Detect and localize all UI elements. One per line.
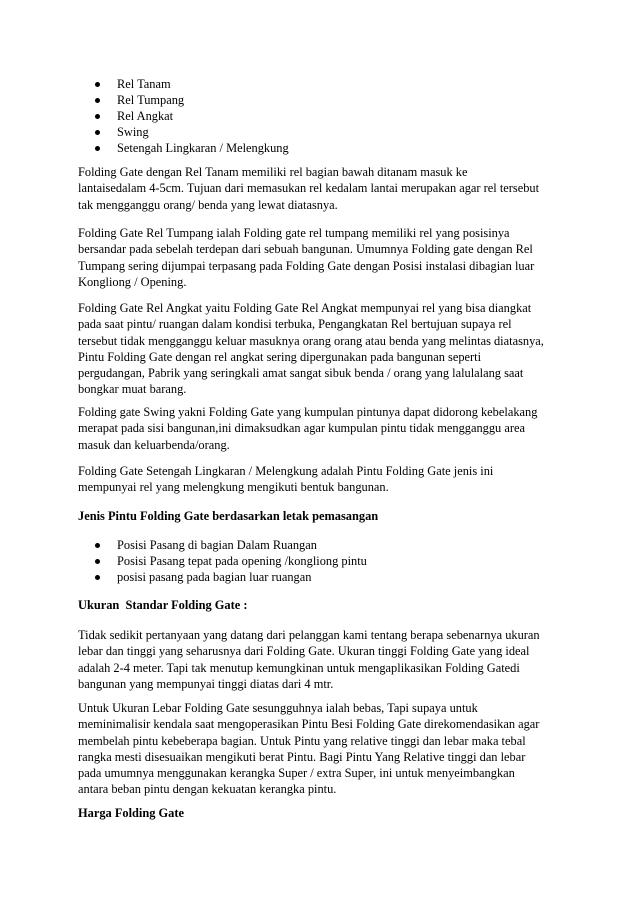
paragraph-ukuran-lebar (78, 700, 568, 798)
bullet-icon (95, 146, 100, 151)
heading-ukuran-standar: Ukuran Standar Folding Gate : (78, 598, 248, 612)
text-line: merapat pada sisi bangunan,ini dimaksudkan agar kumpulan pintu tidak mengganggu area (78, 421, 525, 436)
text-line: bangunan yang mempunyai tinggi diatas dari 4 mtr. (78, 676, 334, 691)
text-line: Tumpang sering dijumpai terpasang pada Folding Gate dengan Posisi instalasi dibagian luar (78, 258, 535, 273)
paragraph-ukuran-intro (78, 627, 568, 692)
bullet-icon (95, 543, 100, 548)
heading-harga: Harga Folding Gate (78, 806, 185, 820)
list-item: Rel Tanam (95, 76, 289, 92)
bullet-icon (95, 98, 100, 103)
text-line: tak mengganggu orang/ benda yang lewat diatasnya. (78, 197, 338, 212)
text-line: Folding gate Swing yakni Folding Gate yang kumpulan pintunya dapat didorong kebelakang (78, 405, 538, 419)
paragraph-swing (78, 404, 568, 453)
text-line: masuk dan keluarbenda/orang. (78, 437, 230, 452)
text-line: lantaisedalam 4-5cm. Tujuan dari memasukan rel kedalam lantai merupakan agar rel tersebut (78, 181, 540, 196)
text-line: meminimalisir kendala saat mengoperasikan Pintu Besi Folding Gate direkomendasikan agar (78, 717, 540, 732)
list-item: Posisi Pasang di bagian Dalam Ruangan (95, 537, 367, 553)
bullet-icon (95, 575, 100, 580)
list-item: Posisi Pasang tepat pada opening /kongliong pintu (95, 553, 367, 569)
list-item: posisi pasang pada bagian luar ruangan (95, 569, 367, 585)
text-line: Untuk Ukuran Lebar Folding Gate sesungguhnya ialah bebas, Tapi supaya untuk (78, 701, 478, 715)
heading-jenis-pintu: Jenis Pintu Folding Gate berdasarkan letak pemasangan (78, 509, 379, 523)
text-line: antara beban pintu dengan kekuatan kerangka pintu. (78, 782, 337, 797)
paragraph-melengkung (78, 463, 568, 496)
text-line: Folding Gate Rel Angkat yaitu Folding Gate Rel Angkat mempunyai rel yang bisa diangkat (78, 301, 532, 315)
text-line: mempunyai rel yang melengkung mengikuti bentuk bangunan. (78, 480, 389, 495)
install-positions-list (95, 537, 367, 585)
text-line: Kongliong / Opening. (78, 274, 187, 289)
paragraph-rel-angkat (78, 300, 568, 398)
paragraph-rel-tumpang (78, 225, 568, 290)
text-line: bersandar pada sebelah terdepan dari sebuah bangunan. Umumnya Folding gate dengan Rel (78, 242, 533, 257)
text-line: Folding Gate dengan Rel Tanam memiliki rel bagian bawah ditanam masuk ke (78, 165, 468, 179)
list-item: Swing (95, 124, 289, 140)
text-line: lebar dan tinggi yang seharusnya dari Folding Gate. Ukuran tinggi Folding Gate yang ideal (78, 644, 530, 659)
text-line: tersebut tidak mengganggu keluar masuknya orang orang atau benda yang melintas diatasnya, (78, 333, 544, 348)
bullet-icon (95, 114, 100, 119)
text-line: bongkar muat barang. (78, 382, 187, 397)
bullet-icon (95, 559, 100, 564)
text-line: Folding Gate Rel Tumpang ialah Folding gate rel tumpang memiliki rel yang posisinya (78, 226, 510, 240)
text-line: Pintu Folding Gate dengan rel angkat sering dipergunakan pada bangunan seperti (78, 349, 482, 364)
text-line: adalah 2-4 meter. Tapi tak menutup kemungkinan untuk mengaplikasikan Folding Gatedi (78, 660, 520, 675)
text-line: rangka mesti disesuaikan mengikuti berat Pintu. Bagi Pintu Yang Relative tinggi dan lebar (78, 749, 526, 764)
text-line: pada saat pintu/ ruangan dalam kondisi terbuka, Pengangkatan Rel bertujuan supaya rel (78, 317, 512, 332)
list-item: Rel Angkat (95, 108, 289, 124)
list-item: Rel Tumpang (95, 92, 289, 108)
bullet-icon (95, 82, 100, 87)
text-line: membelah pintu kebeberapa bagian. Untuk Pintu yang relative tinggi dan lebar maka tebal (78, 733, 526, 748)
text-line: pada umumnya menggunakan kerangka Super / extra Super, ini untuk menyeimbangkan (78, 766, 515, 781)
text-line: Folding Gate Setengah Lingkaran / Melengkung adalah Pintu Folding Gate jenis ini (78, 464, 494, 478)
text-line: Tidak sedikit pertanyaan yang datang dari pelanggan kami tentang berapa sebenarnya ukuran (78, 628, 540, 642)
rail-types-list (95, 76, 289, 156)
paragraph-rel-tanam (78, 164, 568, 213)
bullet-icon (95, 130, 100, 135)
list-item: Setengah Lingkaran / Melengkung (95, 140, 289, 156)
text-line: pergudangan, Pabrik yang seringkali amat sangat sibuk benda / orang yang lalulalang saat (78, 366, 524, 381)
